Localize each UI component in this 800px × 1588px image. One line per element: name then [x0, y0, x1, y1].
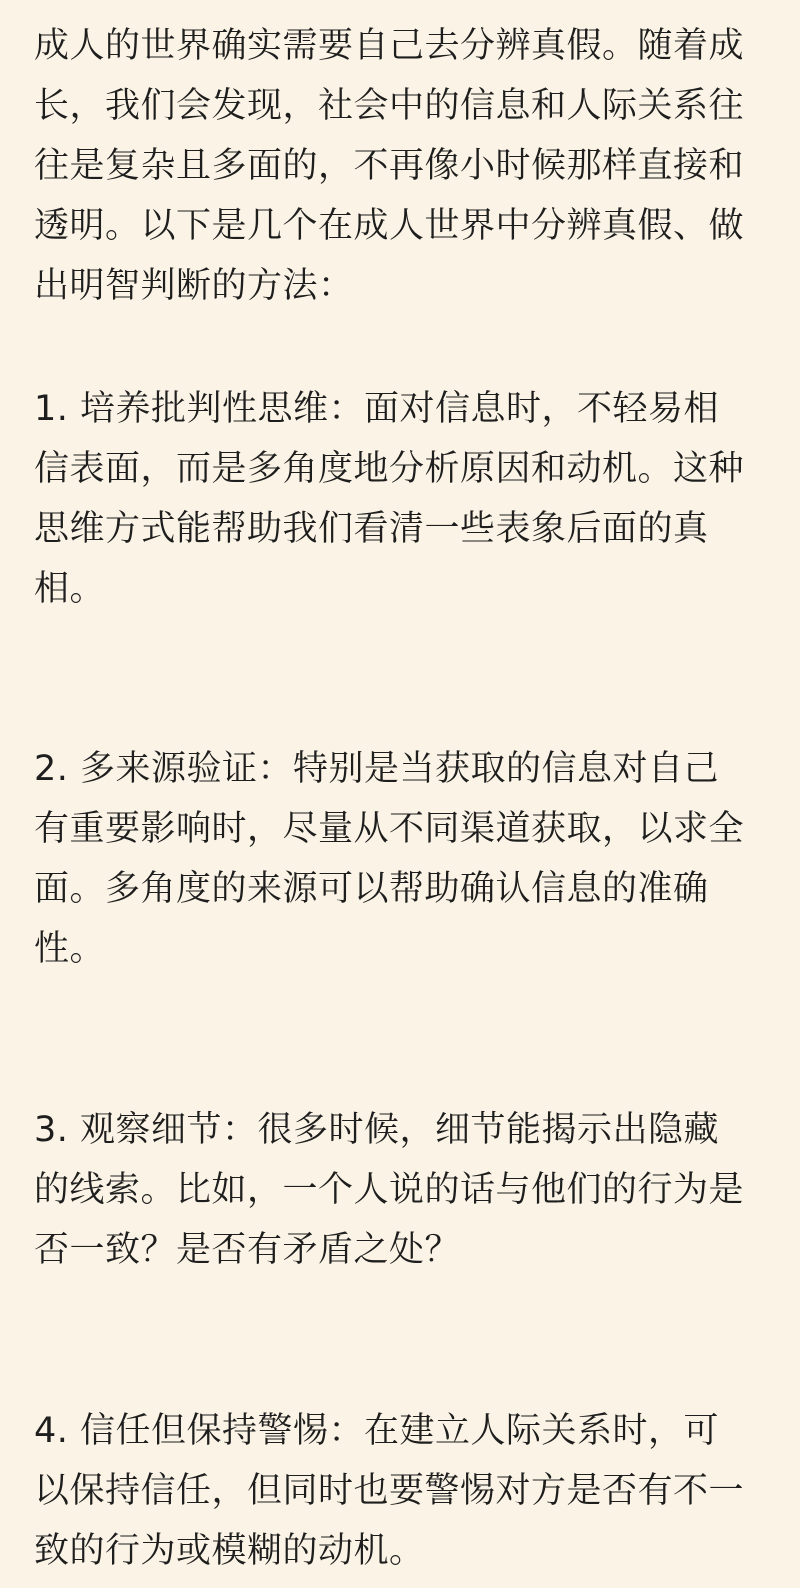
tip-line: 的线索。比如，一个人说的话与他们的行为是	[34, 1170, 745, 1210]
intro-line: 透明。以下是几个在成人世界中分辨真假、做	[34, 206, 745, 246]
tip-line: 相。	[34, 569, 106, 609]
tip-line: 3. 观察细节：很多时候，细节能揭示出隐藏	[34, 1110, 720, 1150]
tip-line: 否一致？是否有矛盾之处？	[34, 1230, 461, 1270]
tip-line: 信表面，而是多角度地分析原因和动机。这种	[34, 449, 745, 489]
tip-line: 面。多角度的来源可以帮助确认信息的准确	[34, 869, 709, 909]
tip-line: 4. 信任但保持警惕：在建立人际关系时，可	[34, 1411, 720, 1451]
tip-item-observe-details	[34, 1100, 764, 1280]
intro-paragraph	[34, 16, 764, 316]
tip-item-multi-source	[34, 739, 764, 979]
tip-line: 致的行为或模糊的动机。	[34, 1531, 425, 1571]
tip-line: 2. 多来源验证：特别是当获取的信息对自己	[34, 749, 720, 789]
intro-line: 长，我们会发现，社会中的信息和人际关系往	[34, 86, 745, 126]
tip-line: 以保持信任，但同时也要警惕对方是否有不一	[34, 1471, 745, 1511]
intro-line: 出明智判断的方法：	[34, 266, 354, 306]
tip-item-critical-thinking	[34, 379, 764, 619]
tip-line: 思维方式能帮助我们看清一些表象后面的真	[34, 509, 709, 549]
tip-item-trust-but-alert	[34, 1401, 764, 1581]
tip-line: 1. 培养批判性思维：面对信息时，不轻易相	[34, 389, 720, 429]
tip-line: 有重要影响时，尽量从不同渠道获取，以求全	[34, 809, 745, 849]
tip-line: 性。	[34, 929, 106, 969]
intro-line: 成人的世界确实需要自己去分辨真假。随着成	[34, 26, 745, 66]
intro-line: 往是复杂且多面的，不再像小时候那样直接和	[34, 146, 745, 186]
